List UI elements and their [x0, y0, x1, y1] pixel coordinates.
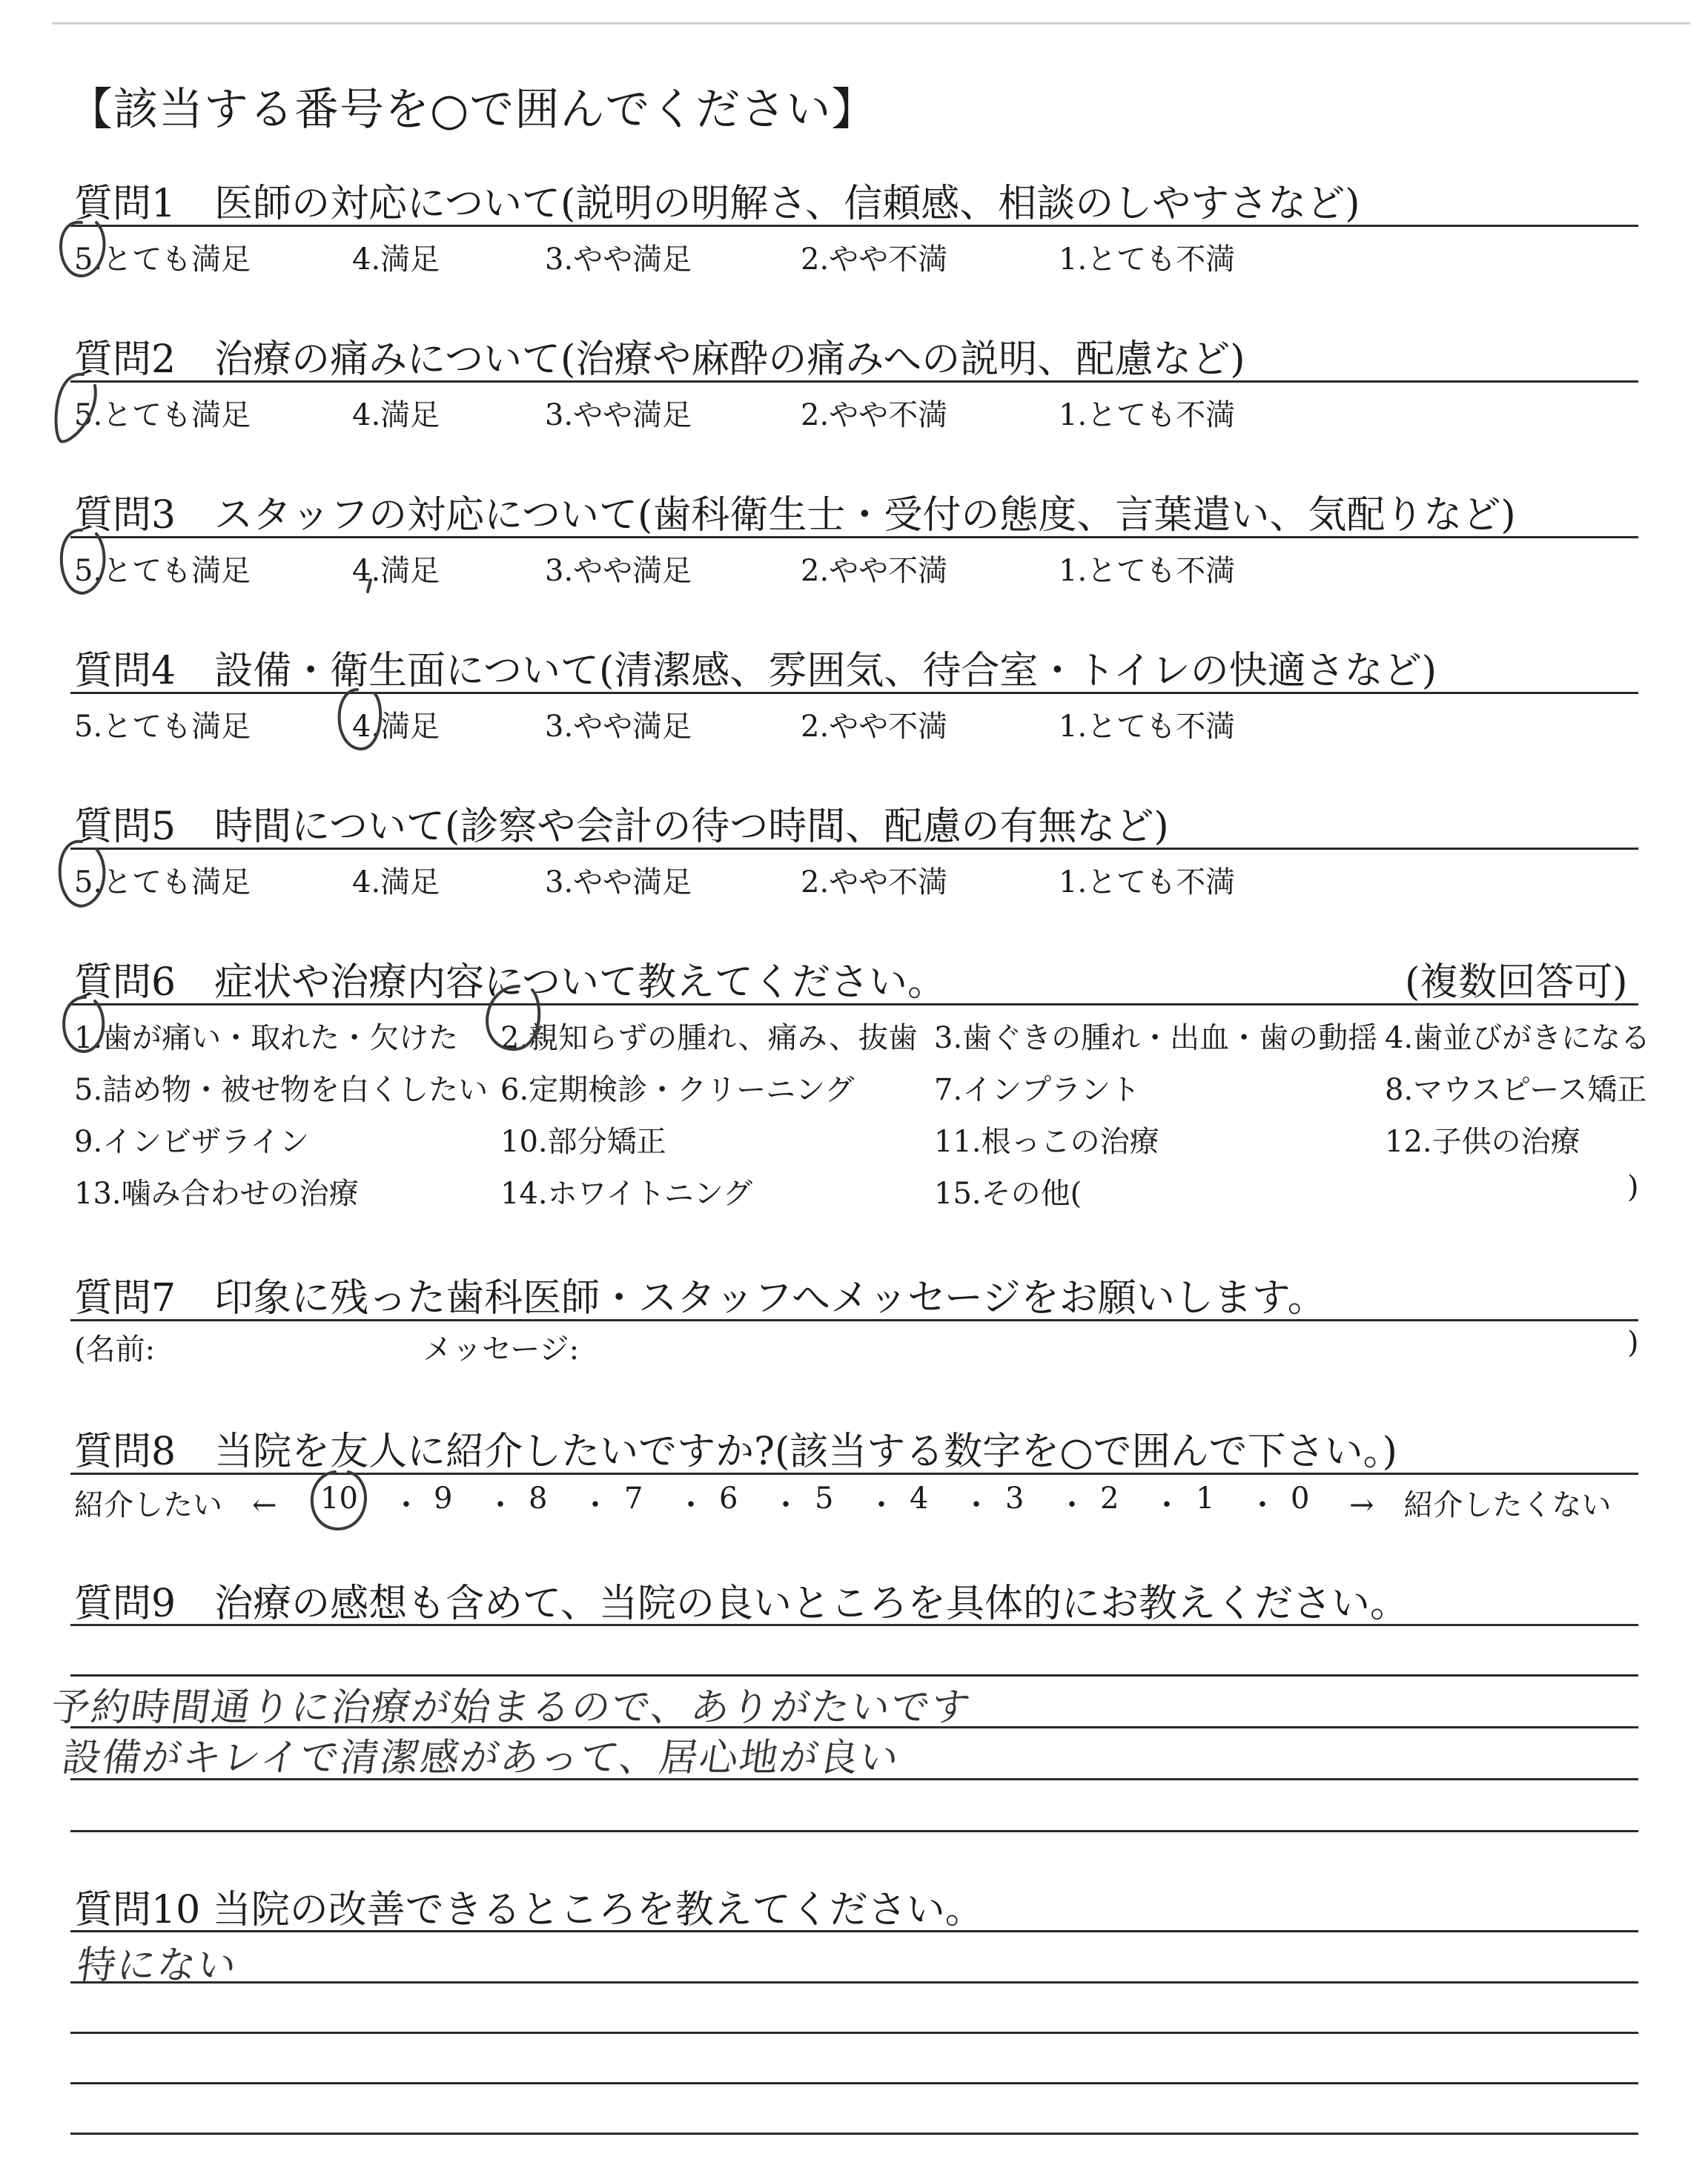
q8-separator: ・ — [1057, 1488, 1087, 1522]
q6-other-close-paren: ) — [1627, 1170, 1639, 1204]
q5-title: 質問5 時間について(診察や会計の待つ時間、配慮の有無など) — [74, 805, 1169, 849]
q8-separator: ・ — [580, 1488, 610, 1522]
q7-name-label: (名前: — [74, 1332, 156, 1367]
stray-pen-mark — [368, 580, 371, 592]
q1-option-3[interactable]: 3.やや満足 — [545, 242, 692, 277]
q8-score-10[interactable]: 10 — [320, 1482, 358, 1516]
q8-selection-circle — [312, 1472, 365, 1529]
q5-selection-circle — [60, 842, 105, 906]
q6-option-9[interactable]: 9.インビザライン — [74, 1125, 309, 1159]
q1-option-2[interactable]: 2.やや不満 — [801, 242, 948, 277]
q6-option-3[interactable]: 3.歯ぐきの腫れ・出血・歯の動揺 — [934, 1021, 1378, 1055]
q10-title: 質問10 当院の改善できるところを教えてください。 — [74, 1888, 984, 1932]
q6-title: 質問6 症状や治療内容について教えてください。 — [74, 960, 947, 1005]
q6-option-7[interactable]: 7.インプラント — [934, 1073, 1141, 1107]
q4-option-1[interactable]: 1.とても不満 — [1059, 710, 1236, 744]
q2-title: 質問2 治療の痛みについて(治療や麻酔の痛みへの説明、配慮など) — [74, 337, 1245, 382]
q5-option-1[interactable]: 1.とても不満 — [1059, 865, 1236, 899]
q1-option-4[interactable]: 4.満足 — [352, 242, 440, 277]
q4-option-2[interactable]: 2.やや不満 — [801, 710, 948, 744]
q4-title: 質問4 設備・衛生面について(清潔感、雰囲気、待合室・トイレの快適さなど) — [74, 649, 1437, 693]
q6-option-6[interactable]: 6.定期検診・クリーニング — [500, 1073, 855, 1107]
q8-separator: ・ — [1248, 1488, 1277, 1522]
q5-option-2[interactable]: 2.やや不満 — [801, 865, 948, 899]
q8-score-0[interactable]: 0 — [1291, 1482, 1310, 1516]
q6-option-5[interactable]: 5.詰め物・被せ物を白くしたい — [74, 1073, 489, 1107]
q4-option-3[interactable]: 3.やや満足 — [545, 710, 692, 744]
q8-score-7[interactable]: 7 — [624, 1482, 643, 1516]
q3-title: 質問3 スタッフの対応について(歯科衛生士・受付の態度、言葉遣い、気配りなど) — [74, 493, 1516, 538]
q6-option-4[interactable]: 4.歯並びがきになる — [1385, 1021, 1651, 1055]
q9-handwritten-line-2: 設備がキレイで清潔感があって、居心地が良い — [59, 1736, 903, 1780]
q6-option-8[interactable]: 8.マウスピース矯正 — [1385, 1073, 1647, 1107]
q5-option-3[interactable]: 3.やや満足 — [545, 865, 692, 899]
q6-option-1[interactable]: 1.歯が痛い・取れた・欠けた — [74, 1021, 459, 1055]
q8-separator: ・ — [1152, 1488, 1182, 1522]
q6-option-10[interactable]: 10.部分矯正 — [500, 1125, 666, 1159]
q1-selection-circle — [61, 222, 104, 276]
q1-option-1[interactable]: 1.とても不満 — [1059, 242, 1236, 277]
q2-option-4[interactable]: 4.満足 — [352, 398, 440, 432]
q8-score-2[interactable]: 2 — [1100, 1482, 1119, 1516]
q2-option-2[interactable]: 2.やや不満 — [801, 398, 948, 432]
q8-score-1[interactable]: 1 — [1196, 1482, 1215, 1516]
q7-title: 質問7 印象に残った歯科医師・スタッフへメッセージをお願いします。 — [74, 1276, 1326, 1321]
q3-option-1[interactable]: 1.とても不満 — [1059, 554, 1236, 588]
q6-option-1-circle — [64, 997, 103, 1051]
q6-option-11[interactable]: 11.根っこの治療 — [934, 1125, 1159, 1159]
q8-score-3[interactable]: 3 — [1005, 1482, 1025, 1516]
q3-option-3[interactable]: 3.やや満足 — [545, 554, 692, 588]
q8-separator: ・ — [486, 1488, 515, 1522]
q6-option-14[interactable]: 14.ホワイトニング — [500, 1177, 753, 1211]
q2-selection-circle — [56, 374, 96, 442]
q8-score-5[interactable]: 5 — [815, 1482, 834, 1516]
q3-option-2[interactable]: 2.やや不満 — [801, 554, 948, 588]
q1-title: 質問1 医師の対応について(説明の明解さ、信頼感、相談のしやすさなど) — [74, 182, 1360, 226]
q8-separator: ・ — [867, 1488, 896, 1522]
q8-score-4[interactable]: 4 — [910, 1482, 929, 1516]
q7-close-paren: ) — [1627, 1326, 1639, 1360]
q6-option-12[interactable]: 12.子供の治療 — [1385, 1125, 1580, 1159]
q4-option-4[interactable]: 4.満足 — [352, 710, 440, 744]
q4-option-5[interactable]: 5.とても満足 — [74, 710, 251, 744]
q6-option-2[interactable]: 2.親知らずの腫れ、痛み、抜歯 — [500, 1021, 918, 1055]
q3-option-4[interactable]: 4.満足 — [352, 554, 440, 588]
q8-right-label: → 紹介したくない — [1349, 1488, 1612, 1522]
q2-option-5[interactable]: 5.とても満足 — [74, 398, 251, 432]
q3-selection-circle — [62, 530, 105, 593]
q6-option-2-circle — [487, 986, 539, 1049]
q5-option-4[interactable]: 4.満足 — [352, 865, 440, 899]
q8-separator: ・ — [961, 1488, 991, 1522]
q6-option-15[interactable]: 15.その他( — [934, 1177, 1082, 1211]
q9-title: 質問9 治療の感想も含めて、当院の良いところを具体的にお教えください。 — [74, 1582, 1409, 1626]
q4-selection-circle — [340, 690, 381, 749]
q8-score-8[interactable]: 8 — [529, 1482, 548, 1516]
q6-multi-note: (複数回答可) — [1405, 960, 1628, 1005]
q9-handwritten-line-1: 予約時間通りに治療が始まるので、ありがたいです — [48, 1685, 975, 1730]
q8-score-9[interactable]: 9 — [434, 1482, 453, 1516]
q8-separator: ・ — [676, 1488, 706, 1522]
q2-option-1[interactable]: 1.とても不満 — [1059, 398, 1236, 432]
q8-separator: ・ — [771, 1488, 801, 1522]
q8-title: 質問8 当院を友人に紹介したいですか?(該当する数字を○で囲んで下さい。) — [74, 1430, 1397, 1474]
q5-option-5[interactable]: 5.とても満足 — [74, 865, 251, 899]
q10-handwritten-answer: 特にない — [74, 1943, 241, 1988]
q2-option-3[interactable]: 3.やや満足 — [545, 398, 692, 432]
q8-score-6[interactable]: 6 — [719, 1482, 738, 1516]
instruction-header: 【該当する番号を○で囲んでください】 — [68, 84, 877, 136]
q7-message-label: メッセージ: — [423, 1332, 580, 1367]
q8-left-label: 紹介したい ← — [74, 1488, 277, 1522]
q6-option-13[interactable]: 13.噛み合わせの治療 — [74, 1177, 359, 1211]
q8-separator: ・ — [391, 1488, 421, 1522]
q3-option-5[interactable]: 5.とても満足 — [74, 554, 251, 588]
q1-option-5[interactable]: 5.とても満足 — [74, 242, 251, 277]
